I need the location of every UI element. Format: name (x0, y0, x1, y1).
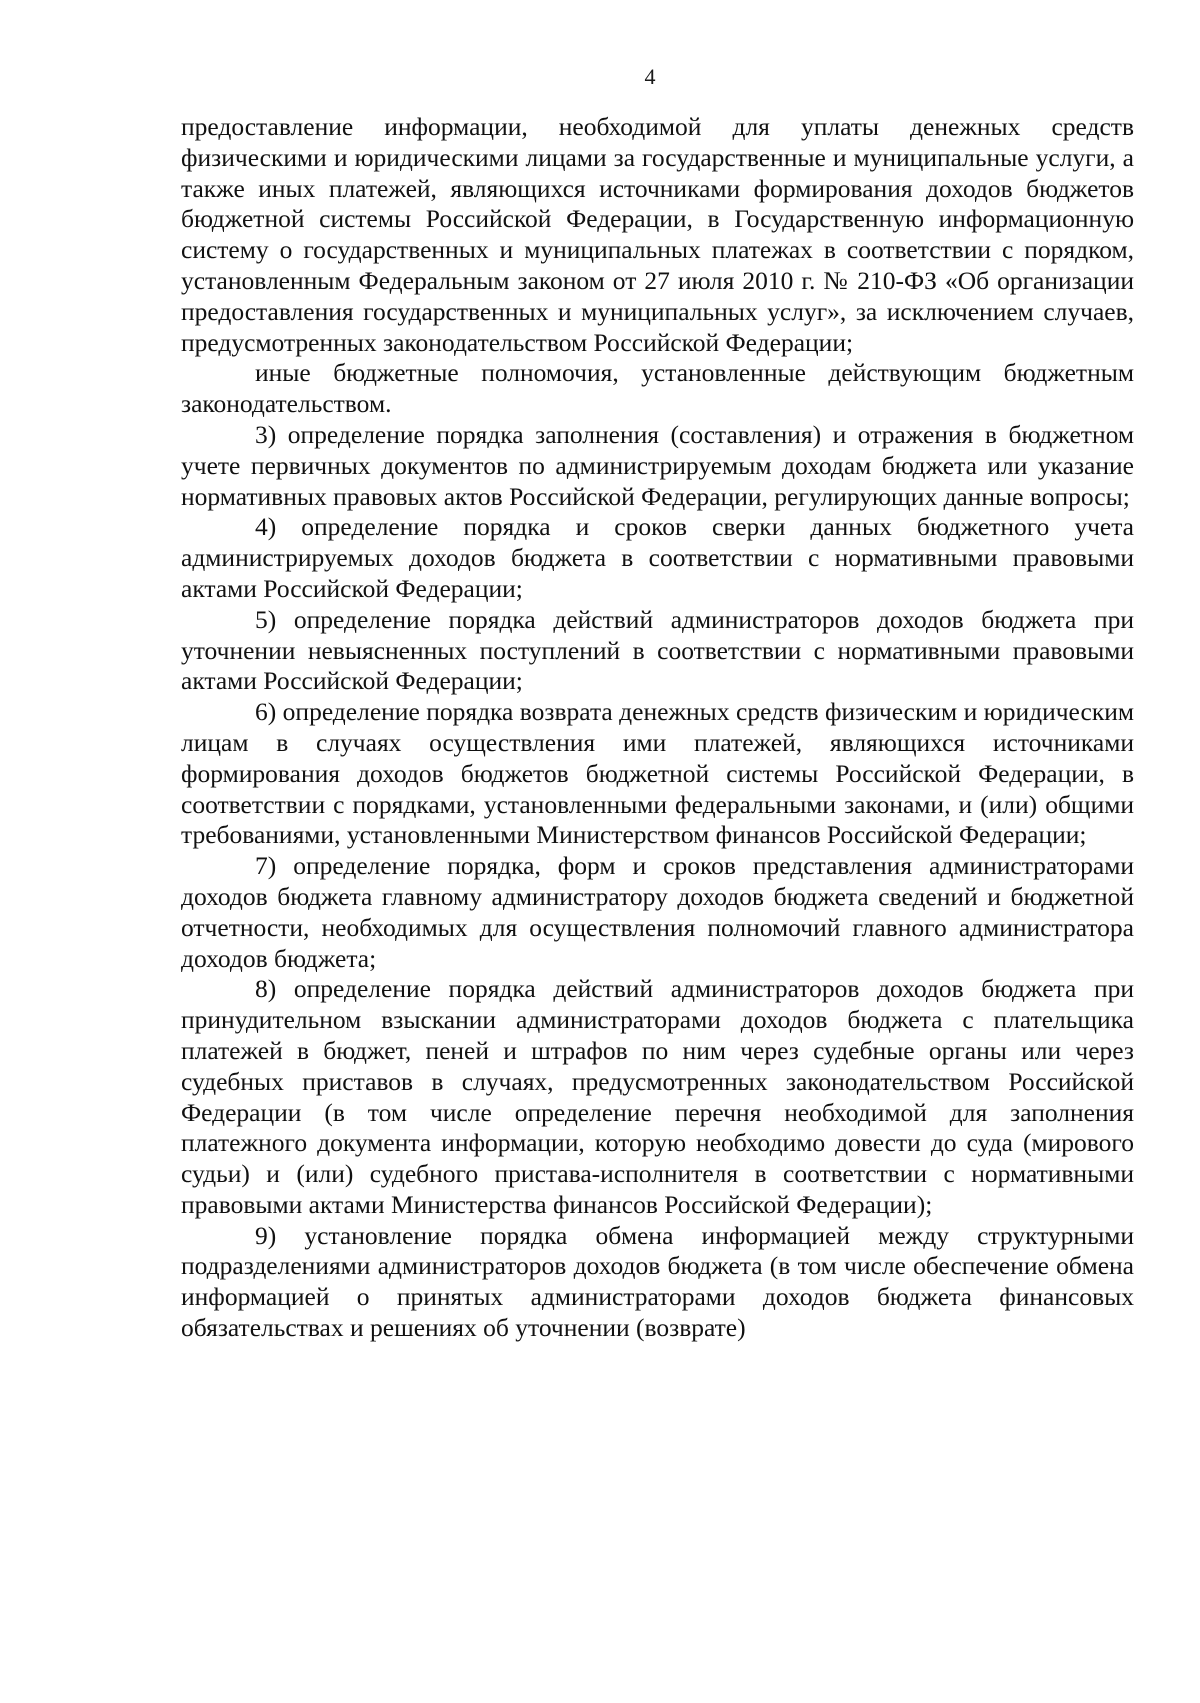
document-body (181, 112, 1134, 1344)
paragraph-item-6: 6) определение порядка возврата денежных средств физическим и юридическим лицам в случаях осуществления ими платежей, являющихся источниками формирования доходов бюджетов бюджетной системы Российской Федерации, в соответствии с порядками, установленными федеральными законами, и (или) общими требованиями, установленными Министерством финансов Российской Федерации; (181, 697, 1134, 850)
paragraph-item-8: 8) определение порядка действий администраторов доходов бюджета при принудительном взыскании администраторами доходов бюджета с плательщика платежей в бюджет, пеней и штрафов по ним через судебные органы или через судебных приставов в случаях, предусмотренных законодательством Российской Федерации (в том числе определение перечня необходимой для заполнения платежного документа информации, которую необходимо довести до суда (мирового судьи) и (или) судебного пристава-исполнителя в соответствии с нормативными правовыми актами Министерства финансов Российской Федерации); (181, 974, 1134, 1219)
paragraph-item-4: 4) определение порядка и сроков сверки данных бюджетного учета администрируемых доходов бюджета в соответствии с нормативными правовыми актами Российской Федерации; (181, 512, 1134, 603)
paragraph-item-7: 7) определение порядка, форм и сроков представления администраторами доходов бюджета главному администратору доходов бюджета сведений и бюджетной отчетности, необходимых для осуществления полномочий главного администратора доходов бюджета; (181, 851, 1134, 973)
page-number: 4 (644, 64, 656, 89)
paragraph-item-9: 9) установление порядка обмена информацией между структурными подразделениями администраторов доходов бюджета (в том числе обеспечение обмена информацией о принятых администраторами доходов бюджета финансовых обязательствах и решениях об уточнении (возврате) (181, 1220, 1134, 1343)
paragraph-payment-info: предоставление информации, необходимой для уплаты денежных средств физическими и юридическими лицами за государственные и муниципальные услуги, а также иных платежей, являющихся источниками формирования доходов бюджетов бюджетной системы Российской Федерации, в Государственную информационную систему о государственных и муниципальных платежах в соответствии с порядком, установленным Федеральным законом от 27 июля 2010 г. № 210-ФЗ «Об организации предоставления государственных и муниципальных услуг», за исключением случаев, предусмотренных законодательством Российской Федерации; (181, 112, 1134, 357)
paragraph-item-5: 5) определение порядка действий администраторов доходов бюджета при уточнении невыясненных поступлений в соответствии с нормативными правовыми актами Российской Федерации; (181, 604, 1134, 696)
paragraph-item-3: 3) определение порядка заполнения (составления) и отражения в бюджетном учете первичных документов по администрируемым доходам бюджета или указание нормативных правовых актов Российской Федерации, регулирующих данные вопросы; (181, 419, 1134, 511)
paragraph-other-powers: иные бюджетные полномочия, установленные действующим бюджетным законодательством. (181, 358, 1134, 419)
